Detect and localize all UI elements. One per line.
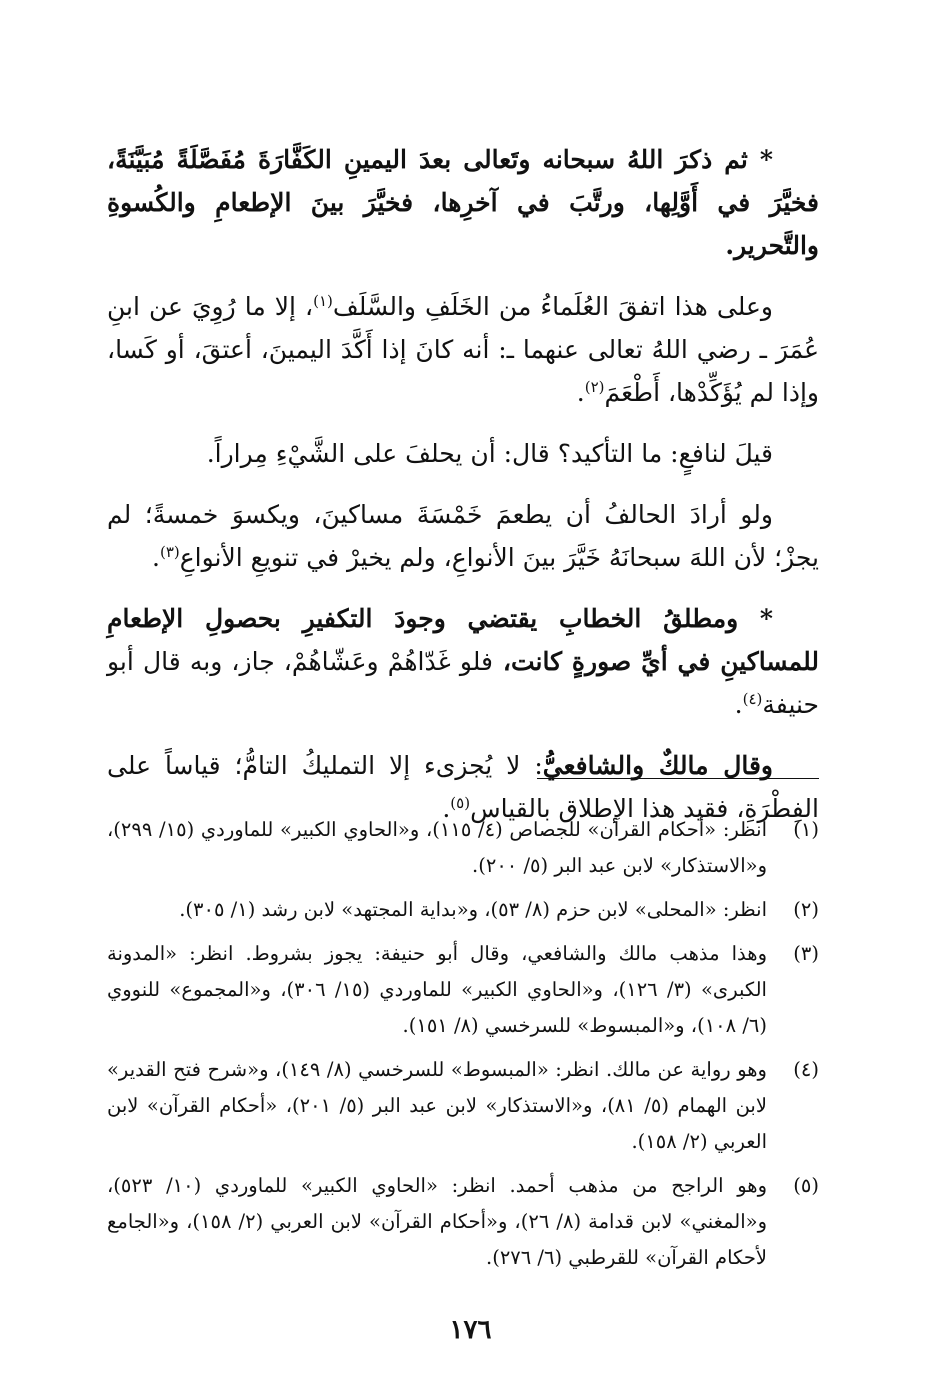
paragraph-1: [107, 138, 819, 267]
paragraph-2: [107, 285, 819, 414]
footnotes: [107, 812, 819, 1284]
paragraph-3: [107, 432, 819, 475]
paragraph-4-text-a: ولو أرادَ الحالفُ أن يطعمَ خَمْسَةَ مساكينَ، ويكسوَ خمسةً؛ لم يجزْ؛ لأن اللهَ سبحانَهُ خَيَّرَ بينَ الأنواعِ، ولم يخيرْ في تنويعِ الأنواعِ: [107, 500, 819, 572]
paragraph-6-text-b: : لا يُجزىء إلا التمليكُ التامُّ؛ قياساً على الفِطْرَةِ، فقيد هذا الإطلاق بالقياس: [107, 751, 819, 823]
footnote-text: انظر: «المحلى» لابن حزم (٨/ ٥٣)، و«بداية المجتهد» لابن رشد (١/ ٣٠٥).: [179, 898, 767, 921]
footnote-4: [107, 1052, 819, 1160]
paragraph-4-text-b: .: [152, 543, 160, 572]
footnote-ref-4: (٤): [742, 690, 763, 708]
main-text: [107, 138, 819, 848]
footnote-number: (٤): [793, 1058, 819, 1081]
footnote-2: [107, 892, 819, 928]
footnote-3: [107, 936, 819, 1044]
footnote-number: (٢): [793, 898, 819, 921]
paragraph-4: [107, 493, 819, 579]
paragraph-2-text-a: وعلى هذا اتفقَ العُلَماءُ من الخَلَفِ والسَّلَف: [332, 292, 773, 321]
footnote-ref-3: (٣): [159, 543, 180, 561]
paragraph-2-text-c: .: [576, 378, 585, 407]
paragraph-5-text-c: .: [734, 690, 743, 719]
footnote-ref-1: (١): [313, 292, 333, 310]
footnote-text: وهو الراجح من مذهب أحمد. انظر: «الحاوي الكبير» للماوردي (١٠/ ٥٢٣)، و«المغني» لابن قدامة (٨/ ٢٦)، و«أحكام القرآن» لابن العربي (٢/ ١٥٨)، و«الجامع لأحكام القرآن» للقرطبي (٦/ ٢٧٦).: [107, 1174, 767, 1269]
paragraph-5-text-b: فلو غَدّاهُمْ وعَشّاهُمْ، جاز، وبه قال أبو حنيفة: [107, 647, 819, 719]
footnote-1: [107, 812, 819, 884]
paragraph-2-text-b: ، إلا ما رُوِيَ عن ابنِ عُمَرَ ـ رضي اللهُ تعالى عنهما ـ: أنه كانَ إذا أَكَّدَ اليمينَ، أعتقَ، أو كَسا، وإذا لم يُؤَكِّدْها، أَطْعَمَ: [107, 292, 819, 407]
footnote-text: انظر: «أحكام القرآن» للجصاص (٤/ ١١٥)، و«الحاوي الكبير» للماوردي (١٥/ ٢٩٩)، و«الاستذكار» لابن عبد البر (٥/ ٢٠٠).: [107, 818, 767, 877]
footnote-text: وهو رواية عن مالك. انظر: «المبسوط» للسرخسي (٨/ ١٤٩)، و«شرح فتح القدير» لابن الهمام (٥/ ٨١)، و«الاستذكار» لابن عبد البر (٥/ ٢٠١)، «أحكام القرآن» لابن العربي (٢/ ١٥٨).: [107, 1058, 767, 1153]
paragraph-6-text-a: وقال مالكٌ والشافعيُّ: [542, 751, 773, 780]
paragraph-3-text: قيلَ لنافعٍ: ما التأكيد؟ قال: أن يحلفَ على الشَّيْءِ مِراراً.: [206, 439, 773, 468]
footnote-5: [107, 1168, 819, 1276]
paragraph-1-text: * ثم ذكرَ اللهُ سبحانه وتَعالى بعدَ اليمينِ الكَفَّارَةَ مُفَصَّلَةً مُبَيَّنَةً، فخيَّرَ في أَوَّلِها، ورتَّبَ في آخرِها، فخيَّرَ بينَ الإطعامِ والكُسوةِ والتَّحرير.: [107, 145, 819, 260]
paragraph-5: [107, 597, 819, 726]
paragraph-6-text-c: .: [442, 794, 451, 823]
footnote-number: (٣): [793, 942, 819, 965]
footnote-ref-2: (٢): [584, 378, 605, 396]
footnote-ref-5: (٥): [450, 794, 471, 812]
page-number: ١٧٦: [449, 1315, 492, 1345]
footnote-separator: [537, 778, 819, 779]
paragraph-5-text-a: * ومطلقُ الخطابِ يقتضي وجودَ التكفيرِ بحصولِ الإطعامِ للمساكينِ في أيِّ صورةٍ كانت،: [107, 604, 819, 676]
footnote-number: (١): [793, 818, 819, 841]
footnote-number: (٥): [793, 1174, 819, 1197]
footnote-text: وهذا مذهب مالك والشافعي، وقال أبو حنيفة: يجوز بشروط. انظر: «المدونة الكبرى» (٣/ ١٢٦)، و«الحاوي الكبير» للماوردي (١٥/ ٣٠٦)، و«المجموع» للنووي (٦/ ١٠٨)، و«المبسوط» للسرخسي (٨/ ١٥١).: [107, 942, 767, 1037]
